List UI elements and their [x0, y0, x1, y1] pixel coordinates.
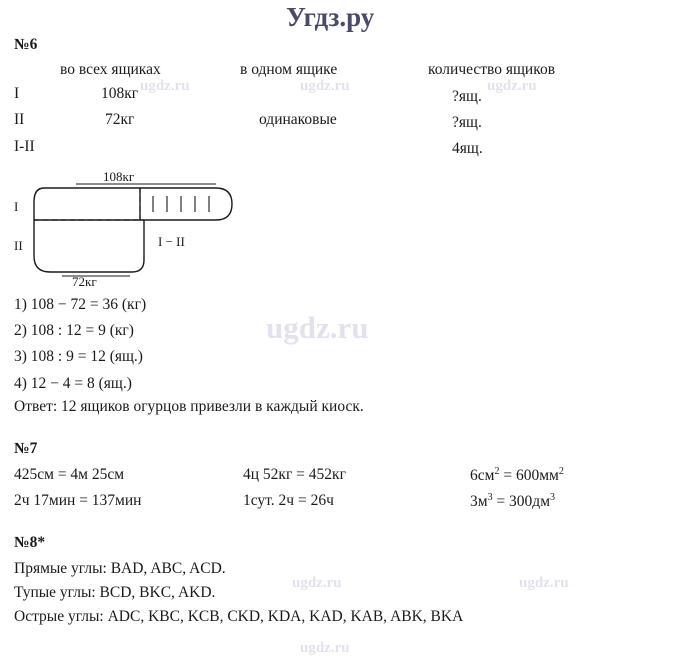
task-7-row-2-col-3-b: = 300дм: [492, 493, 550, 511]
task-7-number: №7: [14, 440, 38, 457]
task-6-step-3: 3) 108 : 9 = 12 (ящ.): [14, 348, 143, 365]
diagram-bottom-label: 72кг: [72, 274, 97, 289]
task-7-row-1-col-3-a: 6см: [470, 467, 495, 485]
task-6-row-label-1: I: [14, 85, 20, 102]
watermark: ugdz.ru: [140, 78, 190, 94]
task-6-step-1: 1) 108 − 72 = 36 (кг): [14, 296, 147, 313]
task-7-row-1-col-1: 425см = 4м 25см: [14, 466, 125, 483]
diagram-top-label: 108кг: [103, 169, 135, 184]
task-8-line-1: Прямые углы: BAD, ABC, ACD.: [14, 560, 226, 577]
task-6-column-header-2: в одном ящике: [240, 61, 338, 78]
task-7-row-2-col-2: 1сут. 2ч = 26ч: [243, 492, 334, 509]
task-7-row-2-col-3-sup1: 3: [487, 492, 493, 503]
task-6-step-2: 2) 108 : 12 = 9 (кг): [14, 322, 134, 339]
task-7-row-1-col-3: [470, 466, 564, 485]
task-7-row-2-col-3-sup2: 3: [550, 492, 555, 503]
task-7-row-1-col-2: 4ц 52кг = 452кг: [243, 466, 346, 483]
watermark: ugdz.ru: [300, 78, 350, 94]
task-7-row-2-col-1: 2ч 17мин = 137мин: [14, 492, 142, 509]
diagram-top-left-cell: [34, 188, 140, 220]
watermark: ugdz.ru: [487, 78, 537, 94]
diagram-left-label-1: I: [14, 199, 19, 214]
task-6-step-4: 4) 12 − 4 = 8 (ящ.): [14, 375, 132, 392]
task-7-row-2-col-3-a: 3м: [470, 493, 488, 511]
task-6-row-1-total: 108кг: [101, 85, 139, 102]
task-6-row-3-boxes: 4ящ.: [452, 140, 483, 157]
task-6-diagram: [14, 169, 270, 289]
diagram-inner-label: I − II: [158, 234, 185, 249]
site-logo: Угдз.ру: [286, 2, 375, 32]
task-6-answer: Ответ: 12 ящиков огурцов привезли в каждый киоск.: [14, 398, 364, 415]
diagram-svg: [20, 176, 270, 286]
task-6-column-header-1: во всех ящиках: [60, 61, 161, 78]
task-6-row-label-3: I-II: [14, 138, 35, 155]
task-8-line-2: Тупые углы: BCD, BKC, AKD.: [14, 584, 216, 601]
watermark: ugdz.ru: [519, 575, 569, 591]
task-6-number: №6: [14, 36, 38, 53]
diagram-top-right-cell: [140, 188, 232, 220]
diagram-bottom-cell: [34, 220, 144, 272]
watermark: ugdz.ru: [266, 310, 369, 345]
task-7-row-1-col-3-b: = 600мм: [499, 467, 559, 485]
task-8-line-3: Острые углы: ADC, KBC, KCB, CKD, KDA, KAD, KAB, ABK, BKA: [14, 608, 464, 625]
task-7-row-1-col-3-sup2: 2: [558, 466, 564, 477]
watermark: ugdz.ru: [300, 640, 350, 656]
task-6-row-2-per-box: одинаковые: [259, 111, 337, 128]
diagram-left-label-2: II: [14, 238, 23, 253]
task-6-row-1-boxes: ?ящ.: [452, 88, 482, 105]
task-6-row-label-2: II: [14, 111, 25, 128]
task-6-row-2-boxes: ?ящ.: [452, 114, 482, 131]
task-8-number: №8*: [14, 534, 46, 551]
task-7-row-1-col-3-sup1: 2: [494, 466, 500, 477]
task-7-row-2-col-3: [470, 492, 555, 511]
task-6-row-2-total: 72кг: [105, 111, 135, 128]
watermark: ugdz.ru: [292, 575, 342, 591]
task-6-column-header-3: количество ящиков: [428, 61, 556, 78]
